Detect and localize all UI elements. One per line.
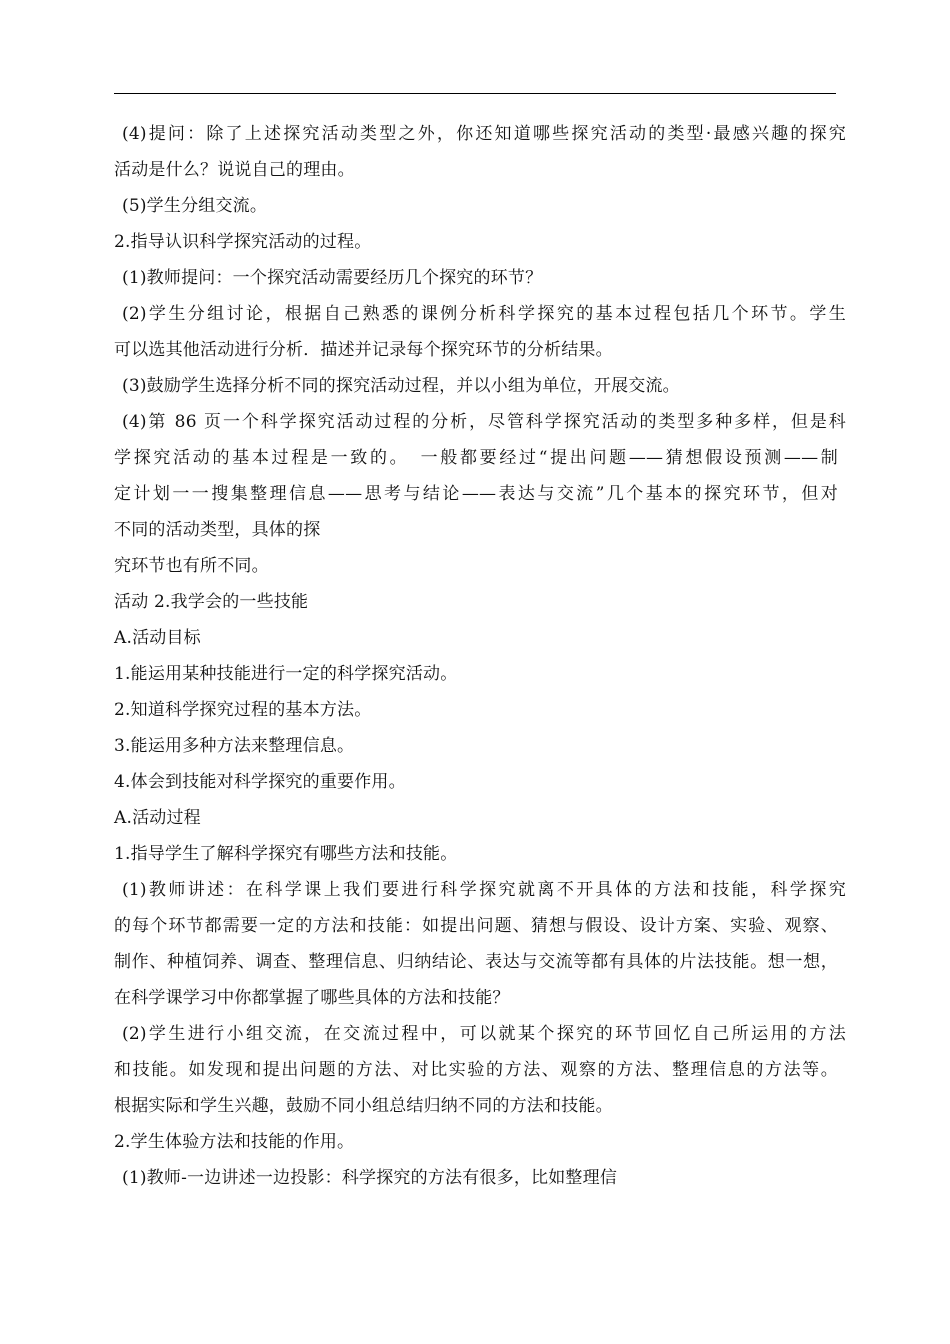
list-item: 1.能运用某种技能进行一定的科学探究活动。 <box>114 664 458 684</box>
text-line: 和技能。如发现和提出问题的方法、对比实验的方法、观察的方法、整理信息的方法等。 <box>114 1060 838 1080</box>
text-line: 在科学课学习中你都掌握了哪些具体的方法和技能？ <box>114 988 510 1008</box>
text-line: (1)教师-一边讲述一边投影：科学探究的方法有很多，比如整理信 <box>122 1168 618 1188</box>
text-line: 不同的活动类型，具体的探 <box>114 520 321 540</box>
section-heading: A.活动过程 <box>114 808 201 828</box>
text-line: (5)学生分组交流。 <box>122 196 268 216</box>
text-line: (3)鼓励学生选择分析不同的探究活动过程，并以小组为单位，开展交流。 <box>122 376 680 396</box>
text-line: (2)学生进行小组交流，在交流过程中，可以就某个探究的环节回忆自己所运用的方法 <box>122 1024 846 1044</box>
text-line: 究环节也有所不同。 <box>114 556 269 576</box>
header-rule <box>114 93 836 94</box>
text-line: 制作、种植饲养、调查、整理信息、归纳结论、表达与交流等都有具体的片法技能。想一想， <box>114 952 838 972</box>
text-line: (1)教师提问：一个探究活动需要经历几个探究的环节？ <box>122 268 543 288</box>
text-line: 根据实际和学生兴趣，鼓励不同小组总结归纳不同的方法和技能。 <box>114 1096 613 1116</box>
section-heading: 2.指导认识科学探究活动的过程。 <box>114 232 372 252</box>
text-line: (4)第 86 页一个科学探究活动过程的分析，尽管科学探究活动的类型多种多样，但是科 <box>122 412 846 432</box>
text-line: (1)教师讲述：在科学课上我们要进行科学探究就离不开具体的方法和技能，科学探究 <box>122 880 846 900</box>
list-item: 4.体会到技能对科学探究的重要作用。 <box>114 772 406 792</box>
section-heading: 1.指导学生了解科学探究有哪些方法和技能。 <box>114 844 458 864</box>
section-heading: A.活动目标 <box>114 628 201 648</box>
text-line: (4)提问：除了上述探究活动类型之外，你还知道哪些探究活动的类型·最感兴趣的探究 <box>122 124 846 144</box>
document-body <box>114 116 846 1196</box>
text-line: 学探究活动的基本过程是一致的。 一般都要经过“提出问题——猜想假设预测——制 <box>114 448 838 468</box>
list-item: 3.能运用多种方法来整理信息。 <box>114 736 355 756</box>
text-line: 的每个环节都需要一定的方法和技能：如提出问题、猜想与假设、设计方案、实验、观察、 <box>114 916 838 936</box>
activity-heading: 活动 2.我学会的一些技能 <box>114 592 309 612</box>
text-line: 定计划一一搜集整理信息——思考与结论——表达与交流”几个基本的探究环节，但对 <box>114 484 838 504</box>
list-item: 2.知道科学探究过程的基本方法。 <box>114 700 372 720</box>
text-line: (2)学生分组讨论，根据自己熟悉的课例分析科学探究的基本过程包括几个环节。学生 <box>122 304 846 324</box>
text-line: 可以选其他活动进行分析．描述并记录每个探究环节的分析结果。 <box>114 340 613 360</box>
section-heading: 2.学生体验方法和技能的作用。 <box>114 1132 355 1152</box>
text-line: 活动是什么？说说自己的理由。 <box>114 160 355 180</box>
